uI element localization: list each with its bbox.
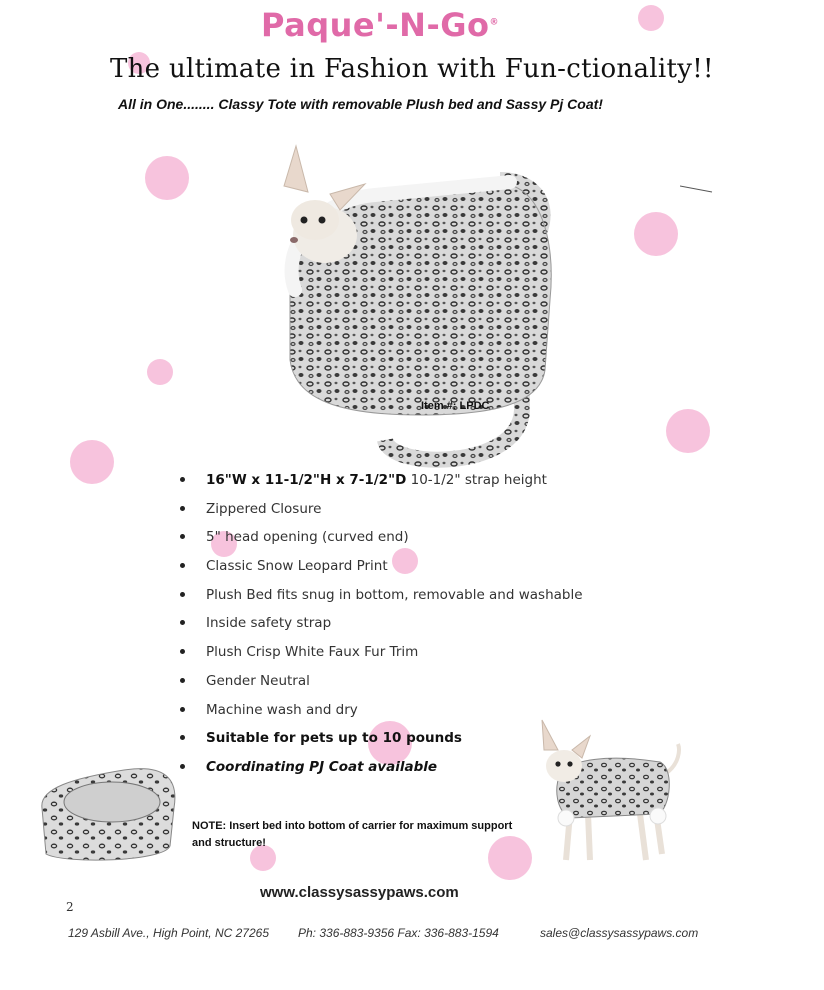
page-number: 2 xyxy=(66,900,74,914)
footer-email[interactable]: sales@classysassypaws.com xyxy=(540,926,699,940)
list-item: Coordinating PJ Coat available xyxy=(180,755,583,784)
pink-dot xyxy=(666,409,710,453)
bullet-icon xyxy=(180,563,185,568)
bullet-icon xyxy=(180,678,185,683)
list-item: Gender Neutral xyxy=(180,669,583,698)
pink-dot xyxy=(634,212,678,256)
feature-list xyxy=(180,468,583,784)
bullet-icon xyxy=(180,707,185,712)
pj-coat-dog-photo xyxy=(530,714,690,864)
pink-dot xyxy=(70,440,114,484)
sub-tagline: All in One........ Classy Tote with removable Plush bed and Sassy Pj Coat! xyxy=(118,96,603,112)
list-item: Zippered Closure xyxy=(180,497,583,526)
tagline: The ultimate in Fashion with Fun-ctionality!! xyxy=(110,54,714,84)
pink-dot xyxy=(145,156,189,200)
bullet-icon xyxy=(180,620,185,625)
bullet-icon xyxy=(180,477,185,482)
list-item: Inside safety strap xyxy=(180,611,583,640)
list-item: Plush Bed fits snug in bottom, removable and washable xyxy=(180,583,583,612)
scan-mark xyxy=(680,184,714,194)
footer-address: 129 Asbill Ave., High Point, NC 27265 xyxy=(68,926,270,940)
list-item: Suitable for pets up to 10 pounds xyxy=(180,726,583,755)
brand-title: Paque'-N-Go® xyxy=(261,6,499,44)
tote-bag-photo xyxy=(270,140,560,470)
bullet-icon xyxy=(180,534,185,539)
website-link[interactable]: www.classysassypaws.com xyxy=(260,884,459,901)
item-number: Item #: LPDC xyxy=(421,400,490,412)
registered-mark: ® xyxy=(489,17,499,28)
list-item: 16"W x 11-1/2"H x 7-1/2"D 10-1/2" strap height xyxy=(180,468,583,497)
list-item: Classic Snow Leopard Print xyxy=(180,554,583,583)
footer-phone-fax: Ph: 336-883-9356 Fax: 336-883-1594 xyxy=(298,926,499,940)
bullet-icon xyxy=(180,649,185,654)
bullet-icon xyxy=(180,506,185,511)
bullet-icon xyxy=(180,592,185,597)
pink-dot xyxy=(147,359,173,385)
bed-note: NOTE: Insert bed into bottom of carrier for maximum support and structure! xyxy=(192,820,513,849)
plush-bed-photo xyxy=(34,758,182,866)
list-item: 5" head opening (curved end) xyxy=(180,525,583,554)
list-item: Plush Crisp White Faux Fur Trim xyxy=(180,640,583,669)
list-item: Machine wash and dry xyxy=(180,698,583,727)
bullet-icon xyxy=(180,735,185,740)
